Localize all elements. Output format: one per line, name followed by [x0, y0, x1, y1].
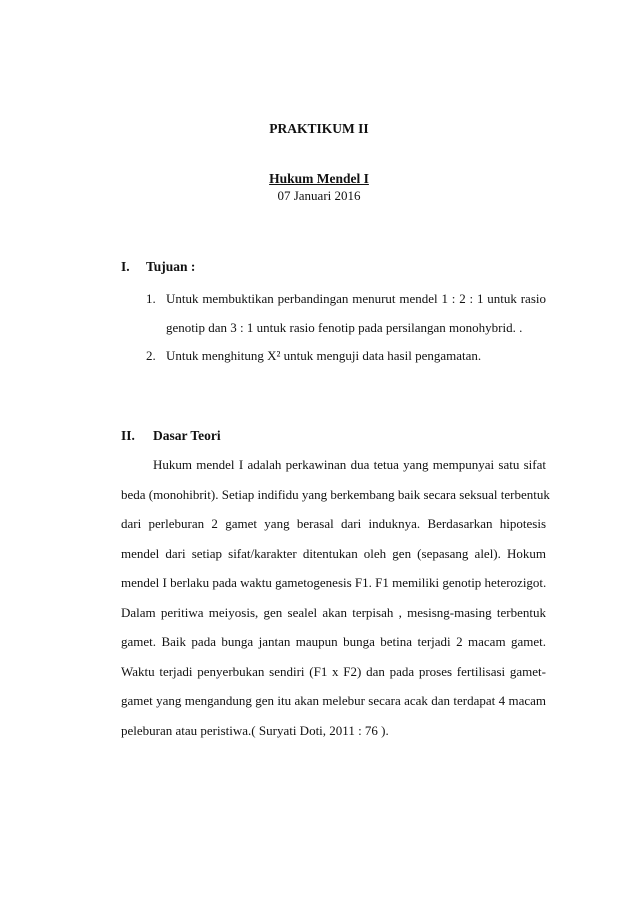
document-date: 07 Januari 2016	[277, 188, 361, 203]
subtitle-text: Hukum Mendel I	[269, 171, 369, 186]
paragraph-line-7: gamet. Baik pada bunga jantan maupun bunga betina terjadi 2 macam gamet.	[121, 634, 546, 649]
section-2-number: II.	[121, 428, 135, 443]
document-subtitle	[0, 171, 638, 187]
document-title: PRAKTIKUM II	[269, 121, 369, 136]
section-1-heading: Tujuan :	[146, 259, 196, 274]
paragraph-line-9: gamet yang mengandung gen itu akan melebur secara acak dan terdapat 4 macam	[121, 693, 546, 708]
list-item-1-line-1: Untuk membuktikan perbandingan menurut mendel 1 : 2 : 1 untuk rasio	[166, 291, 546, 306]
list-item-2-number: 2.	[146, 348, 156, 363]
paragraph-line-4: mendel dari setiap sifat/karakter ditentukan oleh gen (sepasang alel). Hokum	[121, 546, 546, 561]
paragraph-line-6: Dalam peritiwa meiyosis, gen sealel akan terpisah , mesisng-masing terbentuk	[121, 605, 546, 620]
paragraph-line-2: beda (monohibrit). Setiap indifidu yang berkembang baik secara seksual terbentuk	[121, 487, 550, 502]
section-2-heading: Dasar Teori	[153, 428, 221, 443]
paragraph-line-3: dari perleburan 2 gamet yang berasal dari induknya. Berdasarkan hipotesis	[121, 516, 546, 531]
section-1-number: I.	[121, 259, 130, 274]
list-item-2-line-1: Untuk menghitung X² untuk menguji data hasil pengamatan.	[166, 348, 482, 363]
paragraph-line-10: peleburan atau peristiwa.( Suryati Doti, 2011 : 76 ).	[121, 723, 389, 738]
paragraph-line-5: mendel I berlaku pada waktu gametogenesis F1. F1 memiliki genotip heterozigot.	[121, 575, 547, 590]
paragraph-line-8: Waktu terjadi penyerbukan sendiri (F1 x F2) dan pada proses fertilisasi gamet-	[121, 664, 546, 679]
list-item-1-line-2: genotip dan 3 : 1 untuk rasio fenotip pada persilangan monohybrid. .	[166, 320, 523, 335]
paragraph-line-1: Hukum mendel I adalah perkawinan dua tetua yang mempunyai satu sifat	[153, 457, 546, 472]
list-item-1-number: 1.	[146, 291, 156, 306]
